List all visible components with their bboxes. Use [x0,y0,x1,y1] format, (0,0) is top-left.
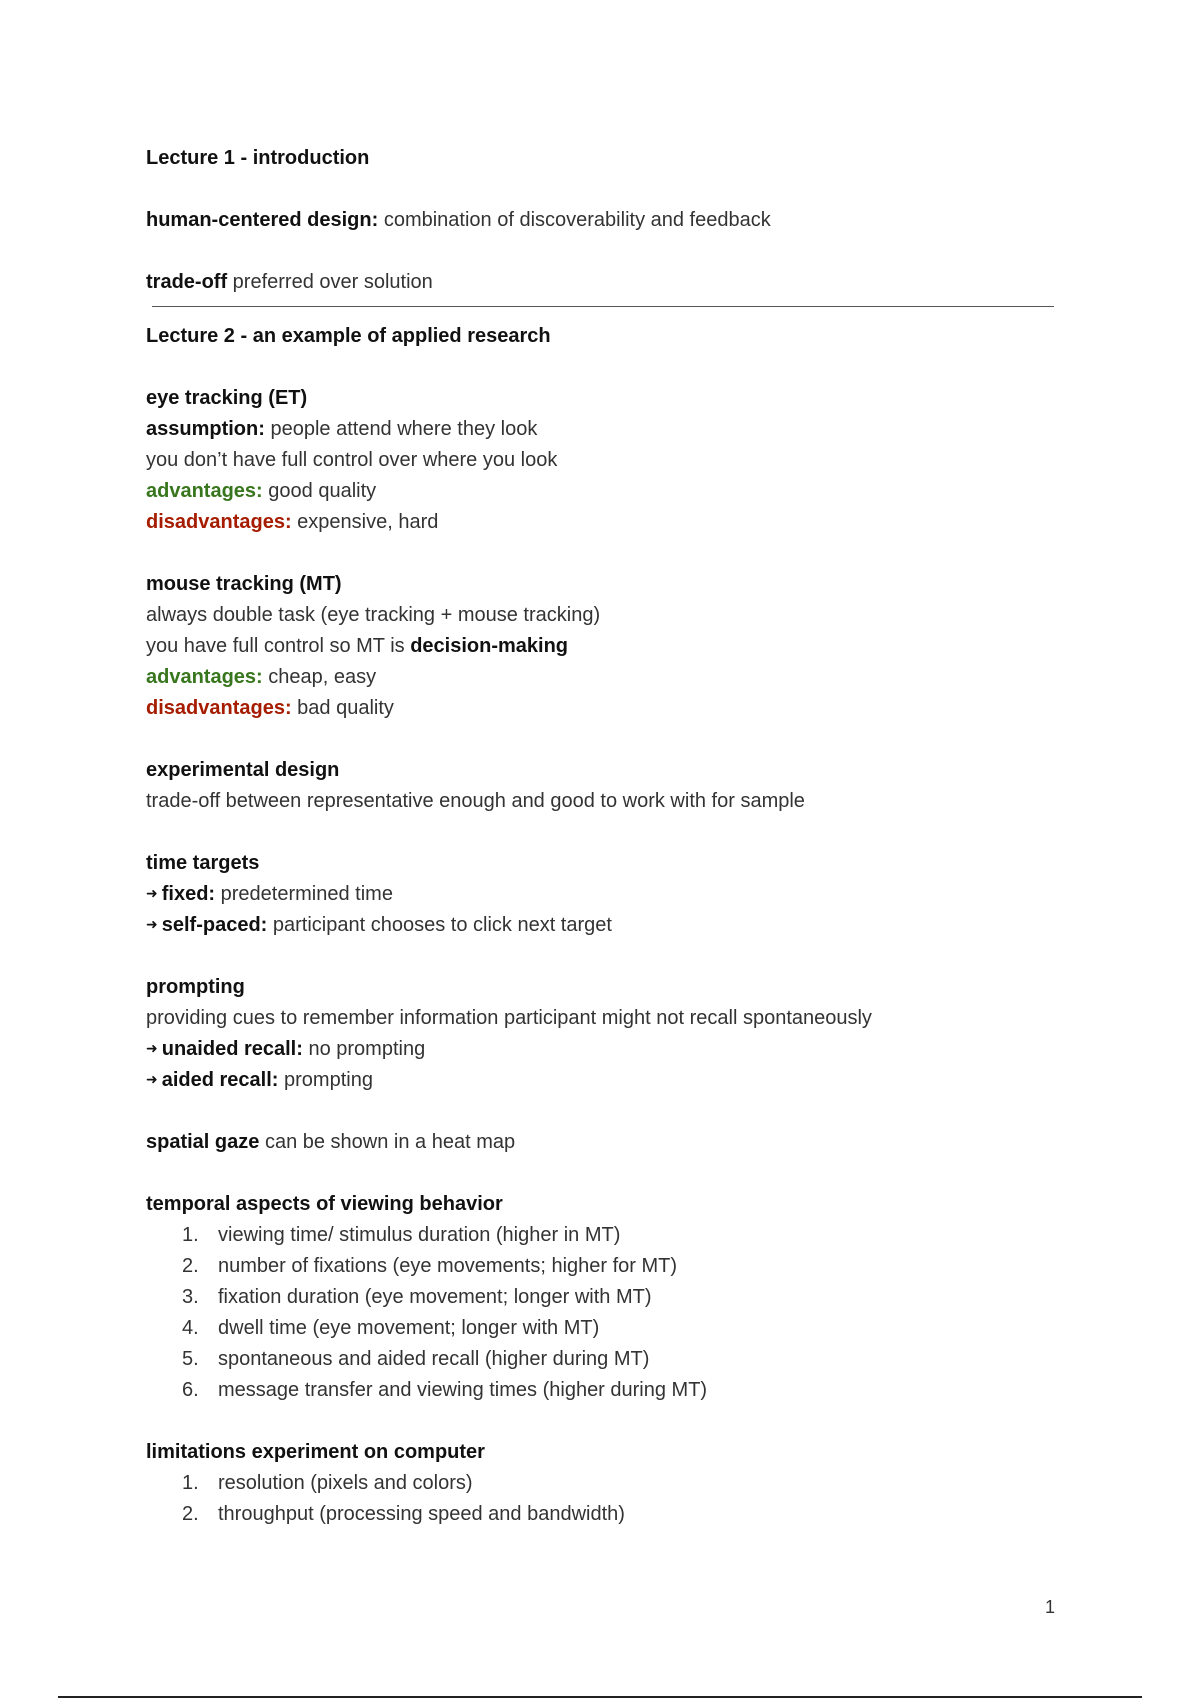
list-number: 4. [182,1317,199,1339]
et-assumption [146,414,1066,445]
mt-heading: mouse tracking (MT) [146,573,342,595]
list-text: resolution (pixels and colors) [218,1472,473,1494]
mt-disadv-text: bad quality [291,697,394,719]
list-item [146,1499,1066,1530]
list-number: 6. [182,1379,199,1401]
mt-adv-text: cheap, easy [262,666,377,688]
mt-double-task: always double task (eye tracking + mouse tracking) [146,604,601,626]
list-item [146,1251,1066,1282]
selfpaced-text: participant chooses to click next target [267,914,612,936]
et-assumption-term: assumption: [146,418,265,440]
list-number: 2. [182,1255,199,1277]
hcd-term: human-centered design: [146,209,379,231]
prompting-unaided [146,1034,1066,1065]
unaided-term: unaided recall: [161,1038,303,1060]
et-adv-text: good quality [262,480,377,502]
mt-control [146,631,1066,662]
hcd-text: combination of discoverability and feedback [378,209,771,231]
exp-design-text: trade-off between representative enough and good to work with for sample [146,790,805,812]
mt-advantages [146,662,1066,693]
aided-text: prompting [278,1069,373,1091]
section-divider [152,306,1054,307]
list-text: number of fixations (eye movements; higher for MT) [218,1255,678,1277]
hcd-definition [146,205,1066,236]
selfpaced-term: self-paced: [161,914,268,936]
limitations-heading: limitations experiment on computer [146,1441,485,1463]
page-number: 1 [1044,1597,1055,1617]
list-text: fixation duration (eye movement; longer with MT) [218,1286,652,1308]
aided-term: aided recall: [161,1069,279,1091]
time-targets-heading: time targets [146,852,260,874]
prompting-heading: prompting [146,976,245,998]
temporal-heading: temporal aspects of viewing behavior [146,1193,503,1215]
spatial-gaze [146,1127,1066,1158]
spatial-term: spatial gaze [146,1131,260,1153]
list-item [146,1375,1066,1406]
prompting-text: providing cues to remember information participant might not recall spontaneously [146,1007,872,1029]
et-advantages [146,476,1066,507]
list-number: 2. [182,1503,199,1525]
list-text: throughput (processing speed and bandwidth) [218,1503,625,1525]
lecture2-title: Lecture 2 - an example of applied research [146,325,551,347]
tradeoff-term: trade-off [146,271,228,293]
arrow-right-icon: ➜ [146,916,158,932]
list-number: 1. [182,1224,199,1246]
list-item [146,1468,1066,1499]
et-control: you don’t have full control over where you look [146,449,558,471]
et-assumption-text: people attend where they look [264,418,538,440]
list-text: message transfer and viewing times (higher during MT) [218,1379,708,1401]
mt-control-prefix: you have full control so MT is [146,635,411,657]
mt-control-term: decision-making [410,635,569,657]
et-disadv-term: disadvantages: [146,511,292,533]
et-adv-term: advantages: [146,480,263,502]
list-number: 1. [182,1472,199,1494]
arrow-right-icon: ➜ [146,1071,158,1087]
unaided-text: no prompting [302,1038,426,1060]
temporal-list [146,1220,1066,1406]
time-targets-fixed [146,879,1066,910]
page-bottom-rule [58,1696,1142,1698]
list-text: spontaneous and aided recall (higher during MT) [218,1348,650,1370]
fixed-text: predetermined time [215,883,393,905]
list-item [146,1282,1066,1313]
list-text: dwell time (eye movement; longer with MT) [218,1317,600,1339]
list-item [146,1313,1066,1344]
et-disadv-text: expensive, hard [291,511,439,533]
mt-disadvantages [146,693,1066,724]
et-heading: eye tracking (ET) [146,387,308,409]
mt-disadv-term: disadvantages: [146,697,292,719]
exp-design-heading: experimental design [146,759,340,781]
time-targets-selfpaced [146,910,1066,941]
list-item [146,1220,1066,1251]
arrow-right-icon: ➜ [146,885,158,901]
list-item [146,1344,1066,1375]
list-number: 5. [182,1348,199,1370]
et-disadvantages [146,507,1066,538]
tradeoff-definition [146,267,1066,298]
document-content [146,143,1066,1530]
limitations-list [146,1468,1066,1530]
list-text: viewing time/ stimulus duration (higher in MT) [218,1224,621,1246]
arrow-right-icon: ➜ [146,1040,158,1056]
spatial-text: can be shown in a heat map [259,1131,516,1153]
tradeoff-text: preferred over solution [227,271,433,293]
fixed-term: fixed: [161,883,216,905]
list-number: 3. [182,1286,199,1308]
prompting-aided [146,1065,1066,1096]
mt-adv-term: advantages: [146,666,263,688]
lecture1-title: Lecture 1 - introduction [146,147,370,169]
